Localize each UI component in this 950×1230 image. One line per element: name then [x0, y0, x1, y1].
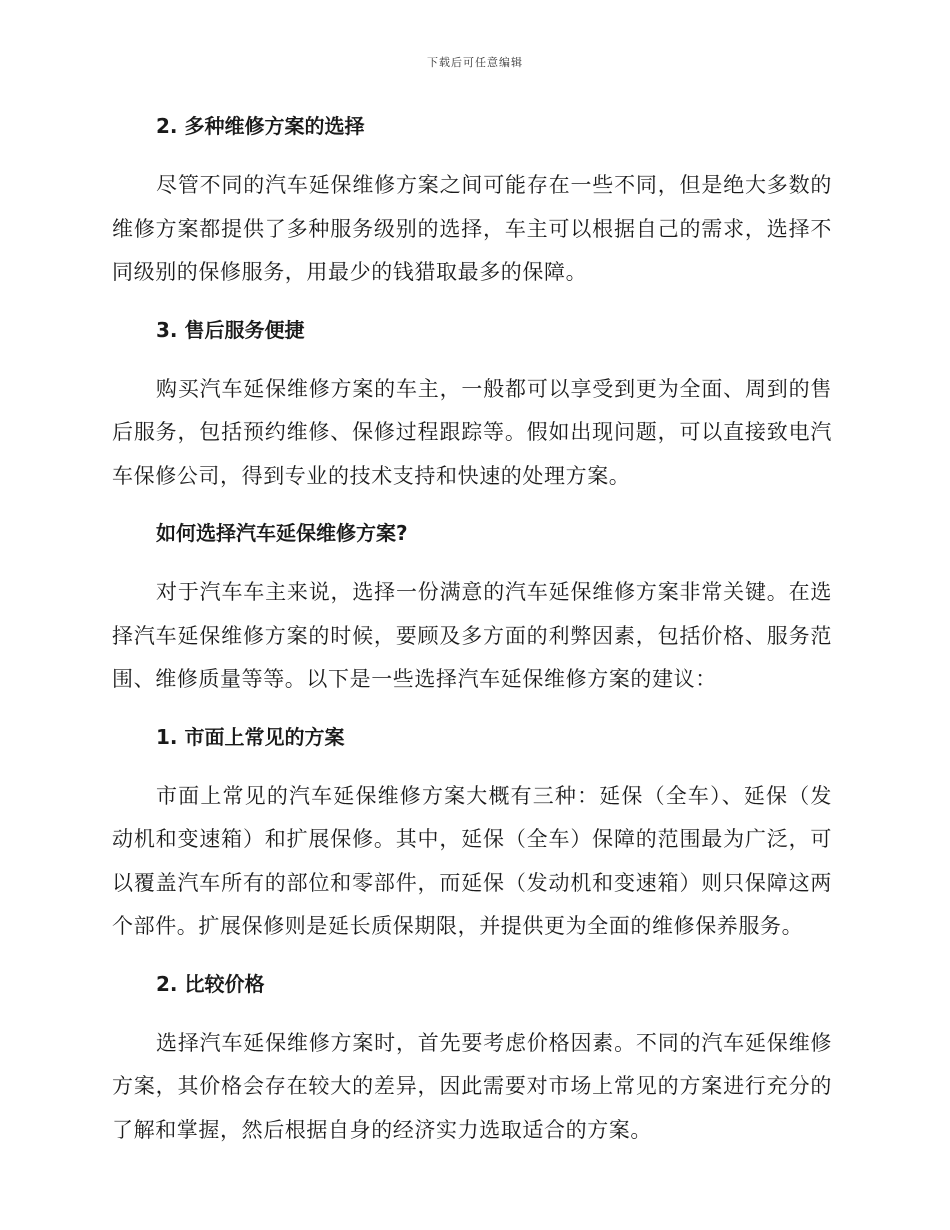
- section-heading-common-plans: 1. 市面上常见的方案: [156, 724, 345, 749]
- section-heading-after-sales: 3. 售后服务便捷: [156, 317, 305, 342]
- page-header: 下载后可任意编辑: [427, 56, 523, 69]
- section-paragraph-common-plans: 市面上常见的汽车延保维修方案大概有三种：延保（全车）、延保（发动机和变速箱）和扩展保修。其中，延保（全车）保障的范围最为广泛，可以覆盖汽车所有的部位和零部件，而延保（发动机和变速箱）则只保障这两个部件。扩展保修则是延长质保期限，并提供更为全面的维修保养服务。: [112, 783, 832, 938]
- section-paragraph-compare-price: 选择汽车延保维修方案时，首先要考虑价格因素。不同的汽车延保维修方案，其价格会存在较大的差异，因此需要对市场上常见的方案进行充分的了解和掌握，然后根据自身的经济实力选取适合的方案。: [112, 1030, 832, 1142]
- section-paragraph-multiple-plans: 尽管不同的汽车延保维修方案之间可能存在一些不同，但是绝大多数的维修方案都提供了多种服务级别的选择，车主可以根据自己的需求，选择不同级别的保修服务，用最少的钱猎取最多的保障。: [112, 173, 832, 284]
- section-paragraph-after-sales: 购买汽车延保维修方案的车主，一般都可以享受到更为全面、周到的售后服务，包括预约维修、保修过程跟踪等。假如出现问题，可以直接致电汽车保修公司，得到专业的技术支持和快速的处理方案。: [112, 376, 832, 488]
- section-heading-how-to-choose: 如何选择汽车延保维修方案?: [156, 521, 408, 545]
- section-heading-compare-price: 2. 比较价格: [156, 971, 265, 996]
- section-paragraph-how-to-choose: 对于汽车车主来说，选择一份满意的汽车延保维修方案非常关键。在选择汽车延保维修方案的时候，要顾及多方面的利弊因素，包括价格、服务范围、维修质量等等。以下是一些选择汽车延保维修方案的建议：: [112, 580, 832, 691]
- document-body: [112, 104, 832, 1165]
- section-heading-multiple-plans: 2. 多种维修方案的选择: [156, 114, 365, 138]
